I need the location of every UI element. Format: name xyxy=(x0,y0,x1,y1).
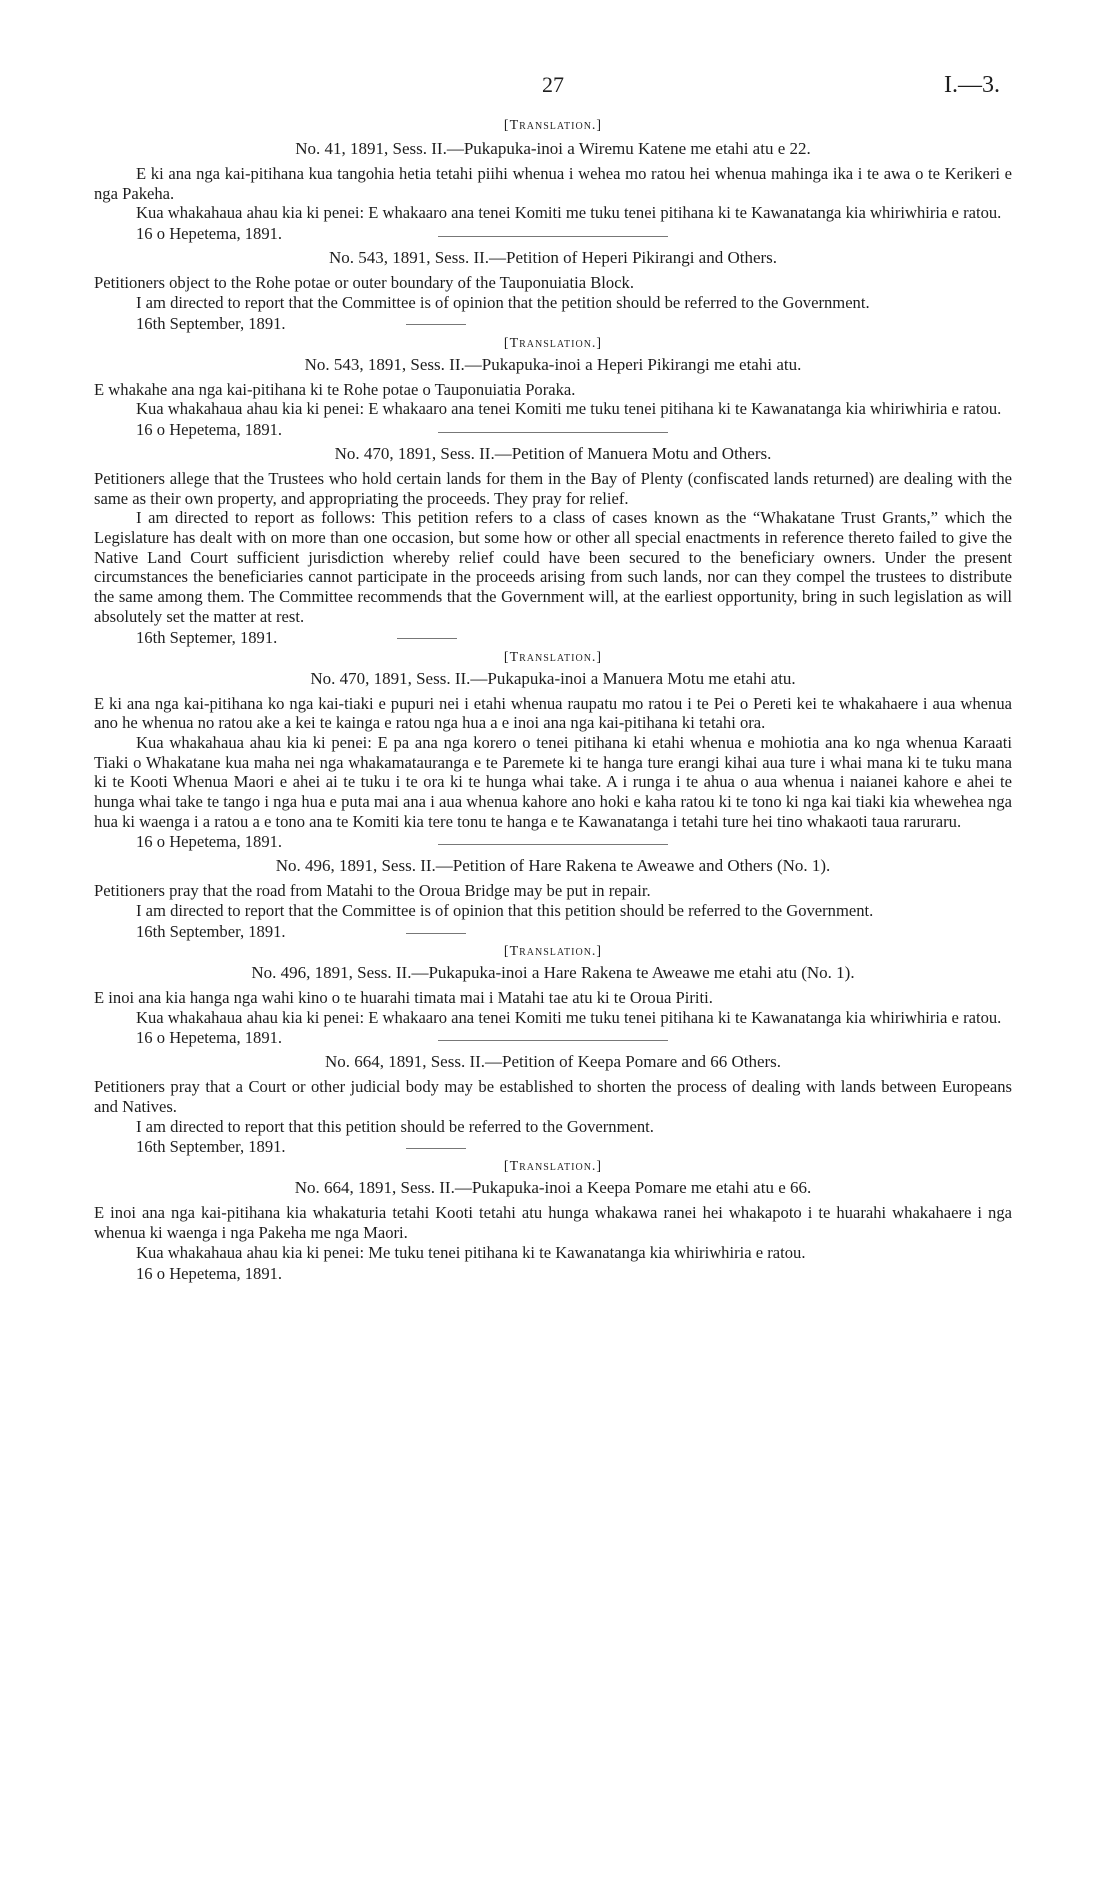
document-body xyxy=(94,116,1012,1284)
section-divider xyxy=(438,432,668,433)
translation-tag: [Translation.] xyxy=(503,649,603,665)
petition-summary: Petitioners allege that the Trustees who hold certain lands for them in the Bay of Plenty (confiscated lands returned) are dealing with the same as their own property, and appropriating the proceeds. They pray for relief. xyxy=(94,468,1012,508)
petition-summary: E inoi ana nga kai-pitihana kia whakaturia tetahi Kooti tetahi atu hunga whakawa ranei hei whakapoto i te huarahi whakahaere i nga whenua ki waenga i nga Pakeha me nga Maori. xyxy=(94,1203,1012,1243)
report-date-text: 16th Septemer, 1891. xyxy=(136,627,278,647)
petition-summary: E inoi ana kia hanga nga wahi kino o te huarahi timata mai i Matahi tae atu ki te Oroua Piriti. xyxy=(94,987,713,1007)
petition-summary: Petitioners pray that a Court or other judicial body may be established to shorten the process of dealing with lands between Europeans and Natives. xyxy=(94,1077,1012,1116)
report-date-text: 16th September, 1891. xyxy=(136,921,286,941)
report-date: 16 o Hepetema, 1891. xyxy=(136,1028,283,1048)
translation-tag: [Translation.] xyxy=(503,1159,603,1175)
committee-report: Kua whakahaua ahau kia ki penei: E pa ana nga korero o tenei pitihana ki etahi whenua e mohiotia ana ko nga whenua Karaati Tiaki o Whakatane kua maha nei nga whakamatauranga e te Paremete ki te hanga ture erangi kihai aua ture i whai mana ki te tuku mana ki te Kooti Whenua Maori e ahei ai te tuku i te ora ki te hunga whai take. A i runga i te ahua o aua whenua i naianei kahore e ahei te hunga whai take te tango i nga hua e puta mai ana i aua whenua kahore ano hoki e kaha ratou ki te tono ki nga kai tiaki kia whewehea nga hua ki waenga i a ratou a e tono ana te Komiti kia tere tonu te hanga e te Kawanatanga i tetahi ture hei tino whakaoti taua raruraru. xyxy=(94,732,1012,831)
petition-summary: E ki ana nga kai-pitihana ko nga kai-tiaki e pupuri nei i etahi whenua raupatu mo ratou i te Pei o Pereti kei te whakahaere i aua whenua ano he whenua no ratou ake a kei te kainga e ratou nga hua a e inoi ana nga kai-pitihana ki tetahi ora. xyxy=(94,693,1012,733)
report-date-text: 16th September, 1891. xyxy=(136,1137,286,1157)
report-date xyxy=(94,921,1012,942)
document-reference: I.—3. xyxy=(944,72,1000,98)
petition-heading: No. 496, 1891, Sess. II.—Petition of Hare Rakena te Aweawe and Others (No. 1). xyxy=(275,856,831,876)
report-date xyxy=(94,627,1012,648)
committee-report: I am directed to report that the Committee is of opinion that the petition should be referred to the Government. xyxy=(136,292,870,312)
short-divider xyxy=(406,324,466,325)
committee-report: Kua whakahaua ahau kia ki penei: E whakaaro ana tenei Komiti me tuku tenei pitihana ki te Kawanatanga kia whiriwhiria e ratou. xyxy=(136,399,1002,419)
translation-tag: [Translation.] xyxy=(503,943,603,959)
petition-heading: No. 664, 1891, Sess. II.—Petition of Keepa Pomare and 66 Others. xyxy=(324,1052,782,1072)
short-divider xyxy=(406,1148,466,1149)
report-date: 16 o Hepetema, 1891. xyxy=(136,1263,283,1283)
section-divider xyxy=(438,236,668,237)
petition-heading: No. 41, 1891, Sess. II.—Pukapuka-inoi a Wiremu Katene me etahi atu e 22. xyxy=(295,139,811,158)
petition-heading: No. 496, 1891, Sess. II.—Pukapuka-inoi a Hare Rakena te Aweawe me etahi atu (No. 1). xyxy=(251,962,855,982)
translation-tag: [Translation.] xyxy=(503,335,603,351)
committee-report: I am directed to report as follows: This petition refers to a class of cases known as the “Whakatane Trust Grants,” which the Legislature has dealt with on more than one occasion, but some how or other all special enactments in reference thereto failed to give the Native Land Court sufficient jurisdiction whereby relief could have been secured to the beneficiary owners. Under the present circumstances the beneficiaries cannot participate in the proceeds arising from such lands, nor can they compel the trustees to distribute the same among them. The Committee recommends that the Government will, at the earliest opportunity, bring in such legislation as will absolutely set the matter at rest. xyxy=(94,508,1012,626)
short-divider xyxy=(397,638,457,639)
petition-summary: E ki ana nga kai-pitihana kua tangohia hetia tetahi piihi whenua i wehea mo ratou hei whenua mahinga ika i te awa o te Kerikeri e nga Pakeha. xyxy=(94,164,1012,203)
committee-report: Kua whakahaua ahau kia ki penei: E whakaaro ana tenei Komiti me tuku tenei pitihana ki te Kawanatanga kia whiriwhiria e ratou. xyxy=(136,1007,1002,1027)
petition-summary: Petitioners pray that the road from Matahi to the Oroua Bridge may be put in repair. xyxy=(94,881,651,901)
petition-summary: E whakahe ana nga kai-pitihana ki te Rohe potae o Tauponuiatia Poraka. xyxy=(94,379,576,399)
committee-report: Kua whakahaua ahau kia ki penei: E whakaaro ana tenei Komiti me tuku tenei pitihana ki te Kawanatanga kia whiriwhiria e ratou. xyxy=(136,203,1002,223)
petition-summary: Petitioners object to the Rohe potae or outer boundary of the Tauponuiatia Block. xyxy=(94,273,635,293)
petition-heading: No. 543, 1891, Sess. II.—Pukapuka-inoi a Heperi Pikirangi me etahi atu. xyxy=(304,354,802,374)
page-number: 27 xyxy=(542,72,564,97)
committee-report: I am directed to report that this petition should be referred to the Government. xyxy=(136,1116,654,1136)
petition-heading: No. 470, 1891, Sess. II.—Petition of Manuera Motu and Others. xyxy=(334,443,772,463)
report-date xyxy=(94,313,1012,334)
petition-heading: No. 664, 1891, Sess. II.—Pukapuka-inoi a Keepa Pomare me etahi atu e 66. xyxy=(294,1178,812,1198)
report-date: 16 o Hepetema, 1891. xyxy=(136,419,283,439)
committee-report: I am directed to report that the Committee is of opinion that this petition should be referred to the Government. xyxy=(136,901,874,921)
section-divider xyxy=(438,844,668,845)
report-date: 16 o Hepetema, 1891. xyxy=(136,832,283,852)
report-date: 16 o Hepetema, 1891. xyxy=(136,224,283,244)
short-divider xyxy=(406,933,466,934)
report-date-text: 16th September, 1891. xyxy=(136,313,286,333)
report-date xyxy=(94,1136,1012,1157)
section-divider xyxy=(438,1040,668,1041)
petition-heading: No. 470, 1891, Sess. II.—Pukapuka-inoi a Manuera Motu me etahi atu. xyxy=(310,668,796,688)
translation-tag: [Translation.] xyxy=(503,118,603,133)
petition-heading: No. 543, 1891, Sess. II.—Petition of Heperi Pikirangi and Others. xyxy=(328,248,778,268)
committee-report: Kua whakahaua ahau kia ki penei: Me tuku tenei pitihana ki te Kawanatanga kia whiriwhiria e ratou. xyxy=(136,1242,806,1262)
